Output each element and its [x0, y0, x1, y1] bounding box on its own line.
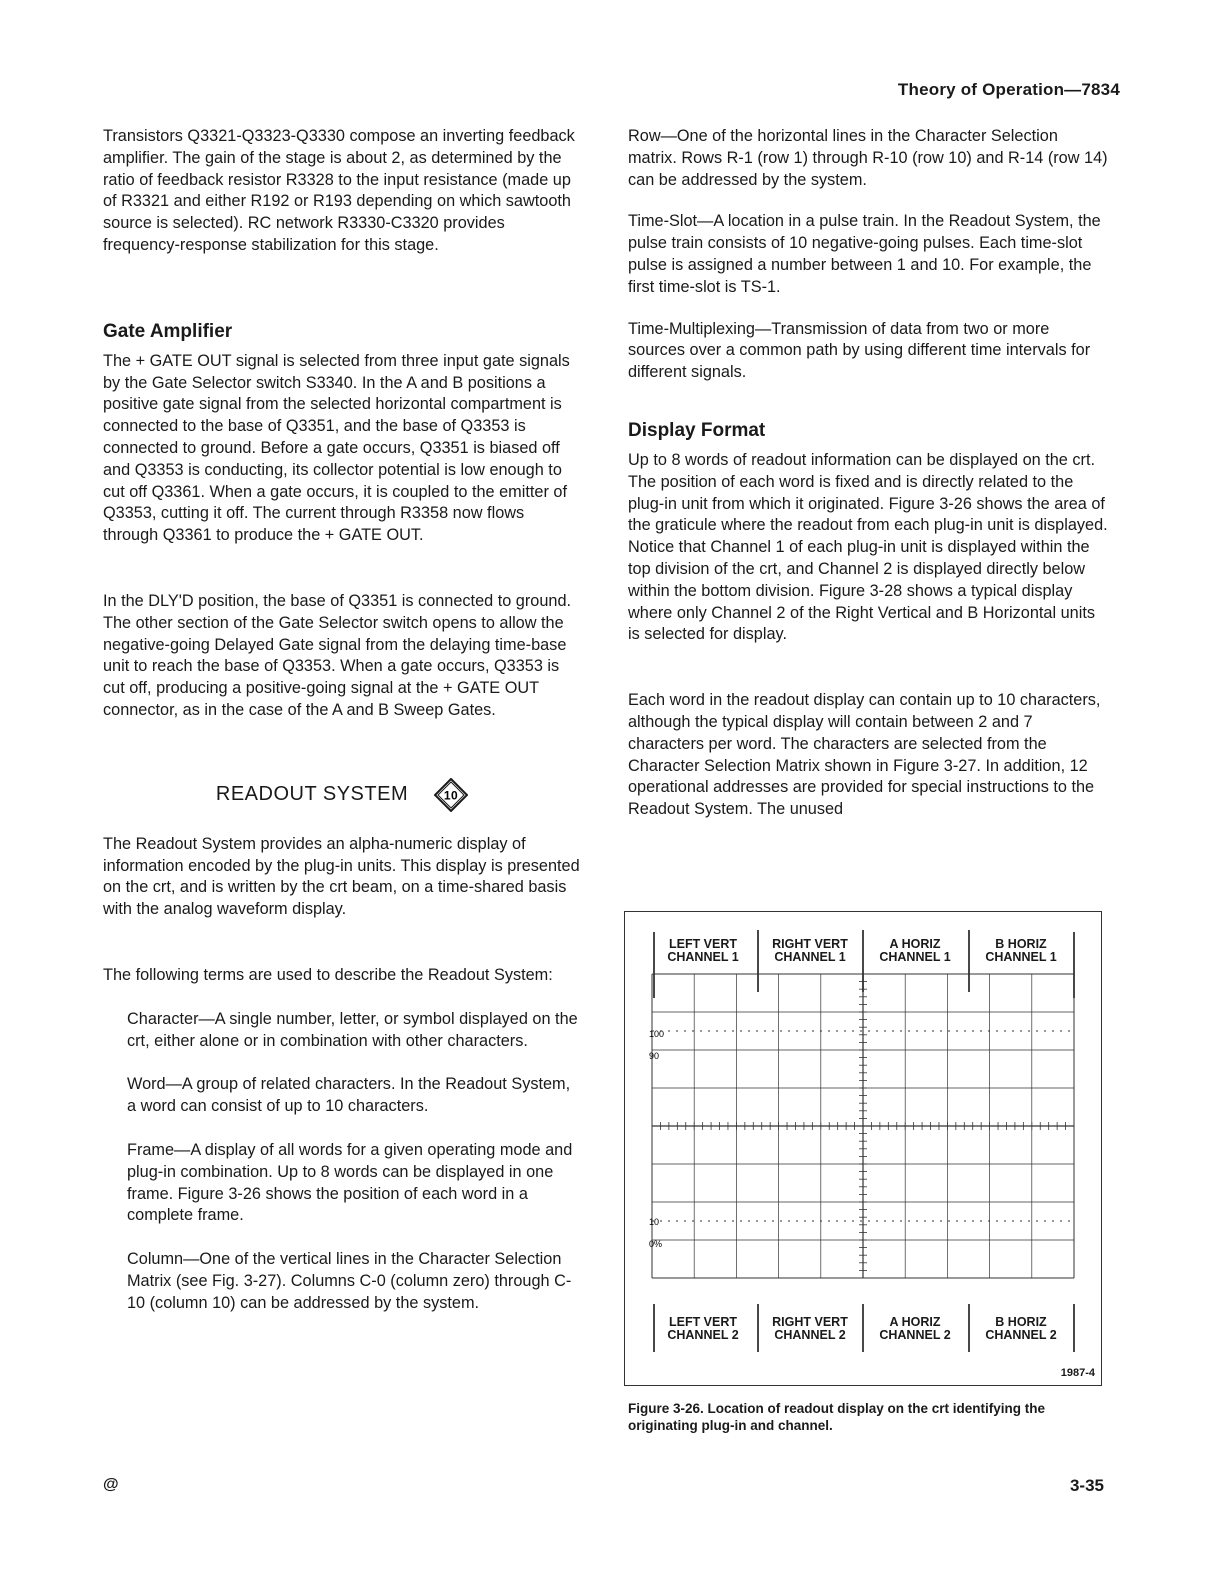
heading-readout-system [103, 778, 581, 812]
definition-time-slot: Time-Slot—A location in a pulse train. In the Readout System, the pulse train consists of 10 negative-going pulses. Each time-slot pulse is assigned a number between 1 and 10. For example, the first time-slot is TS-1. [628, 212, 1101, 296]
paragraph-terms: The following terms are used to describe the Readout System: [103, 965, 553, 984]
heading-gate-amplifier: Gate Amplifier [103, 320, 233, 342]
label-left-vert-ch2: LEFT VERT CHANNEL 2 [667, 1315, 739, 1342]
service-diamond-number: 10 [443, 788, 459, 803]
definition-word: Word—A group of related characters. In the Readout System, a word can consist of up to 10 characters. [127, 1075, 571, 1116]
graticule-grid [652, 930, 1074, 1352]
figure-3-26 [624, 911, 1102, 1386]
paragraph-each-word: Each word in the readout display can contain up to 10 characters, although the typical display will contain between 2 and 7 characters per word. The characters are selected from the Character Selection Matrix shown in Figure 3-27. In addition, 12 operational addresses are provided for special instructions to the Readout System. The unused [628, 691, 1101, 819]
paragraph-gate-1: The + GATE OUT signal is selected from three input gate signals by the Gate Selector switch S3340. In the A and B positions a positive gate signal from the selected horizontal compartment is connected to the base of Q3351, and the base of Q3353 is connected to ground. Before a gate occurs, Q3351 is biased off and Q3353 is conducting, its collector potential is low enough to cut off Q3361. When a gate occurs, it is coupled to the emitter of Q3353, cutting it off. The current through R3358 now flows through Q3361 to produce the + GATE OUT. [103, 351, 570, 545]
running-header: Theory of Operation—7834 [897, 80, 1120, 99]
label-b-horiz-ch2: B HORIZ CHANNEL 2 [985, 1315, 1057, 1342]
definition-row: Row—One of the horizontal lines in the Character Selection matrix. Rows R-1 (row 1) through R-10 (row 10) and R-14 (row 14) can be addressed by the system. [628, 127, 1108, 189]
label-b-horiz-ch1: B HORIZ CHANNEL 1 [985, 937, 1057, 964]
paragraph-readout: The Readout System provides an alpha-numeric display of information encoded by the plug-in units. This display is presented on the crt, and is written by the crt beam, on a time-shared basis with the analog waveform display. [103, 834, 580, 919]
label-a-horiz-ch1: A HORIZ CHANNEL 1 [879, 937, 951, 964]
definition-column: Column—One of the vertical lines in the Character Selection Matrix (see Fig. 3-27). Columns C-0 (column zero) through C-10 (column 10) can be addressed by the system. [127, 1250, 572, 1312]
left-column [103, 126, 581, 1314]
label-right-vert-ch1: RIGHT VERT CHANNEL 1 [772, 937, 848, 964]
graticule-mark-0: 0% [649, 1239, 663, 1249]
graticule-mark-10: 10 [649, 1217, 660, 1227]
label-a-horiz-ch2: A HORIZ CHANNEL 2 [879, 1315, 951, 1342]
footer-mark: @ [103, 1476, 119, 1493]
right-column [628, 126, 1108, 821]
graticule-mark-90: 90 [649, 1051, 660, 1061]
page-number: 3-35 [1069, 1476, 1104, 1495]
paragraph-transistors: Transistors Q3321-Q3323-Q3330 compose an inverting feedback amplifier. The gain of the stage is about 2, as determined by the ratio of feedback resistor R3328 to the input resistance (made up of R3321 and either R192 or R193 depending on which sawtooth source is selected). RC network R3330-C3320 provides frequency-response stabilization for this stage. [103, 127, 575, 254]
definition-frame: Frame—A display of all words for a given operating mode and plug-in combination. Up to 8 words can be displayed in one frame. Figure 3-26 shows the position of each word in a complete frame. [127, 1140, 573, 1225]
service-diamond-icon [434, 778, 468, 812]
graticule-mark-100: 100 [649, 1029, 665, 1039]
figure-caption: Figure 3-26. Location of readout display on the crt identifying the originating plug-in and channel. [628, 1401, 1046, 1433]
readout-heading-text: READOUT SYSTEM [215, 783, 409, 806]
heading-display-format: Display Format [628, 419, 766, 441]
definition-time-multiplexing: Time-Multiplexing—Transmission of data from two or more sources over a common path by using different time intervals for different signals. [628, 319, 1091, 382]
label-left-vert-ch1: LEFT VERT CHANNEL 1 [667, 937, 739, 964]
definition-character: Character—A single number, letter, or symbol displayed on the crt, either alone or in combination with other characters. [127, 1009, 578, 1050]
paragraph-gate-2: In the DLY'D position, the base of Q3351 is connected to ground. The other section of the Gate Selector switch opens to allow the negative-going Delayed Gate signal from the delaying time-base unit to reach the base of Q3353. When a gate occurs, Q3353 is cut off, producing a positive-going signal at the + GATE OUT connector, as in the case of the A and B Sweep Gates. [103, 591, 572, 719]
paragraph-display-format: Up to 8 words of readout information can be displayed on the crt. The position of each word is fixed and is directly related to the plug-in unit from which it originated. Figure 3-26 shows the area of the graticule where the readout from each plug-in unit is displayed. Notice that Channel 1 of each plug-in unit is displayed within the top division of the crt, and Channel 2 is displayed directly below within the bottom division. Figure 3-28 shows a typical display where only Channel 2 of the Right Vertical and B Horizontal units is selected for display. [628, 450, 1108, 644]
figure-code: 1987-4 [1060, 1367, 1095, 1379]
label-right-vert-ch2: RIGHT VERT CHANNEL 2 [772, 1315, 848, 1342]
